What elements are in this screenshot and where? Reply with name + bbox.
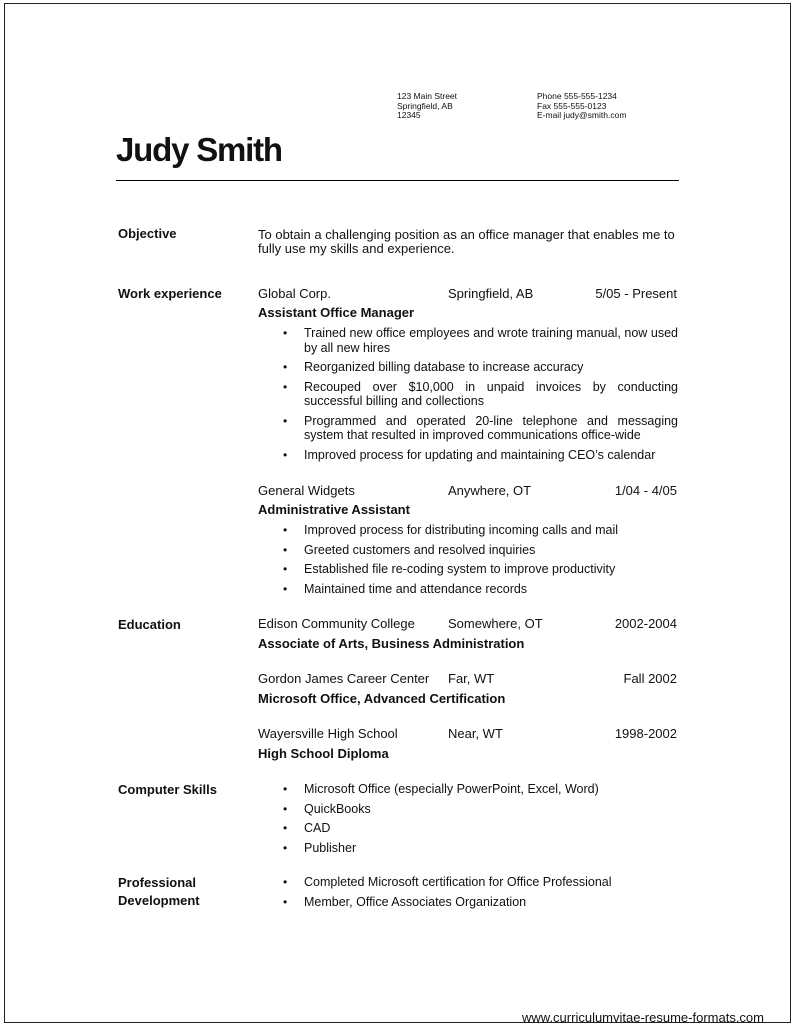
fax-line: Fax 555-555-0123 bbox=[537, 100, 607, 111]
address-line: Springfield, AB bbox=[397, 100, 453, 111]
bullet-icon: • bbox=[283, 326, 288, 340]
address-line: 123 Main Street bbox=[397, 91, 458, 101]
skill-text: CAD bbox=[304, 821, 331, 835]
job-dates: 1/04 - 4/05 bbox=[614, 483, 677, 498]
school-name: Edison Community College bbox=[258, 616, 415, 631]
bullet-icon: • bbox=[283, 379, 288, 394]
degree: High School Diploma bbox=[258, 746, 389, 761]
school-name: Wayersville High School bbox=[258, 726, 398, 741]
list-item bbox=[258, 782, 678, 797]
section-heading-development bbox=[118, 874, 248, 910]
school-location: Somewhere, OT bbox=[448, 616, 543, 631]
bullet-icon: • bbox=[283, 447, 288, 462]
bullet-icon: • bbox=[283, 542, 288, 557]
bullet-text: Recouped over $10,000 in unpaid invoices by conducting successful billing and collections bbox=[304, 379, 678, 408]
section-heading-work: Work experience bbox=[118, 286, 222, 301]
list-item bbox=[258, 523, 678, 538]
bullet-icon: • bbox=[283, 581, 288, 596]
source-url[interactable]: www.curriculumvitae-resume-formats.com bbox=[522, 1010, 764, 1025]
section-heading-education: Education bbox=[118, 617, 181, 632]
skill-text: Publisher bbox=[304, 840, 357, 855]
list-item bbox=[258, 875, 678, 890]
phone-line: Phone 555-555-1234 bbox=[537, 91, 617, 101]
degree: Associate of Arts, Business Administration bbox=[258, 636, 525, 651]
school-location: Far, WT bbox=[448, 671, 495, 686]
list-item bbox=[258, 360, 678, 375]
bullet-icon: • bbox=[283, 523, 288, 537]
job-location: Springfield, AB bbox=[448, 286, 534, 301]
list-item bbox=[258, 821, 678, 836]
school-dates: 2002-2004 bbox=[614, 616, 677, 631]
bullet-icon: • bbox=[283, 821, 288, 835]
address-block bbox=[397, 92, 457, 121]
bullet-text: Programmed and operated 20-line telephone and messaging system that resulted in improved communications office-wide bbox=[304, 413, 678, 442]
job-company: Global Corp. bbox=[258, 286, 331, 301]
bullet-icon: • bbox=[283, 801, 288, 816]
bullet-text: Maintained time and attendance records bbox=[304, 581, 528, 596]
bullet-icon: • bbox=[283, 360, 288, 374]
bullet-text: Trained new office employees and wrote training manual, now used by all new hires bbox=[304, 326, 678, 355]
school-location: Near, WT bbox=[448, 726, 503, 741]
bullet-icon: • bbox=[283, 894, 288, 909]
list-item bbox=[258, 582, 678, 597]
heading-line: Professional bbox=[118, 875, 197, 890]
school-dates: Fall 2002 bbox=[623, 671, 677, 686]
development-list bbox=[258, 875, 678, 914]
bullet-text: Established file re-coding system to improve productivity bbox=[304, 562, 616, 576]
list-item bbox=[258, 448, 678, 463]
skills-list bbox=[258, 782, 678, 860]
list-item bbox=[258, 543, 678, 558]
bullet-icon: • bbox=[283, 840, 288, 855]
address-line: 12345 bbox=[397, 110, 421, 120]
development-text: Member, Office Associates Organization bbox=[304, 894, 527, 909]
heading-line: Development bbox=[118, 893, 200, 908]
list-item bbox=[258, 841, 678, 856]
objective-line-1: To obtain a challenging position as an office manager that enables me to bbox=[258, 227, 675, 242]
degree: Microsoft Office, Advanced Certification bbox=[258, 691, 506, 706]
bullet-icon: • bbox=[283, 875, 288, 889]
bullet-icon: • bbox=[283, 782, 288, 796]
job-title: Administrative Assistant bbox=[258, 502, 410, 517]
job-title: Assistant Office Manager bbox=[258, 305, 415, 320]
job-company: General Widgets bbox=[258, 483, 355, 498]
bullet-icon: • bbox=[283, 413, 288, 428]
development-text: Completed Microsoft certification for Office Professional bbox=[304, 875, 612, 889]
list-item bbox=[258, 380, 678, 409]
job-location: Anywhere, OT bbox=[448, 483, 532, 498]
email-line: E-mail judy@smith.com bbox=[537, 110, 627, 120]
skill-text: QuickBooks bbox=[304, 801, 371, 816]
job-bullet-list bbox=[258, 326, 678, 467]
list-item bbox=[258, 802, 678, 817]
objective-line-2: fully use my skills and experience. bbox=[258, 241, 455, 256]
job-bullet-list bbox=[258, 523, 678, 601]
list-item bbox=[258, 895, 678, 910]
job-dates: 5/05 - Present bbox=[595, 286, 677, 301]
section-heading-skills: Computer Skills bbox=[118, 782, 217, 797]
header-divider bbox=[116, 180, 679, 181]
contact-block bbox=[537, 92, 626, 121]
list-item bbox=[258, 414, 678, 443]
bullet-text: Reorganized billing database to increase accuracy bbox=[304, 360, 584, 374]
candidate-name: Judy Smith bbox=[116, 131, 282, 168]
list-item bbox=[258, 326, 678, 355]
school-dates: 1998-2002 bbox=[614, 726, 677, 741]
bullet-text: Improved process for distributing incoming calls and mail bbox=[304, 523, 619, 537]
skill-text: Microsoft Office (especially PowerPoint, Excel, Word) bbox=[304, 782, 599, 796]
section-heading-objective: Objective bbox=[118, 226, 177, 241]
bullet-text: Improved process for updating and maintaining CEO’s calendar bbox=[304, 447, 656, 462]
bullet-icon: • bbox=[283, 562, 288, 576]
bullet-text: Greeted customers and resolved inquiries bbox=[304, 542, 536, 557]
school-name: Gordon James Career Center bbox=[258, 671, 430, 686]
list-item bbox=[258, 562, 678, 577]
